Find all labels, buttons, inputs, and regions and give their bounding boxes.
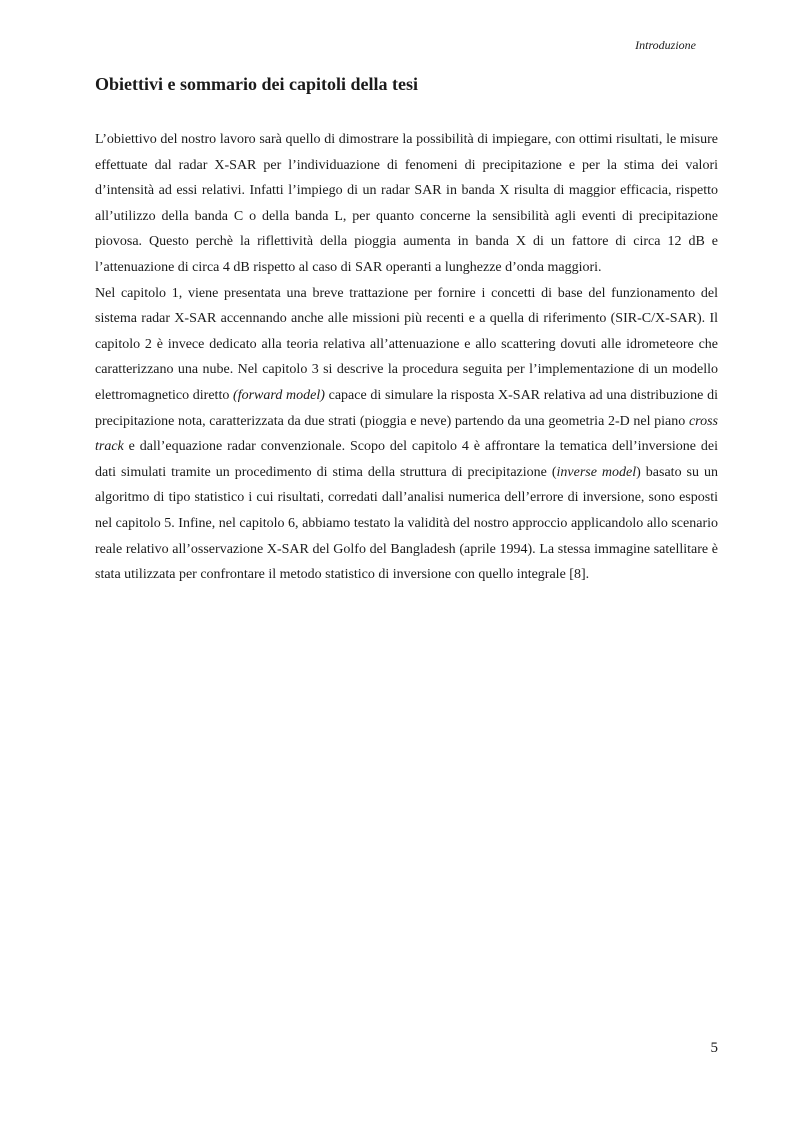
cross-track-term: cross track: [95, 413, 718, 455]
inverse-model-term: inverse model: [556, 464, 637, 480]
body-text: [95, 127, 718, 588]
summary-text-part4: ) basato su un algoritmo di tipo statistico i cui risultati, corredati dall’analisi numerica dell’errore di inversione, sono esposti nel capitolo 5. Infine, nel capitolo 6, abbiamo testato la validità del nostro approccio applicandolo allo scenario reale relativo all’osservazione X-SAR del Golfo del Bangladesh (aprile 1994). La stessa immagine satellitare è stata utilizzata per confrontare il metodo statistico di inversione con quello integrale [8].: [95, 464, 718, 583]
page-number: 5: [710, 1040, 718, 1056]
paragraph-chapter-summary: [95, 281, 718, 588]
section-title: Obiettivi e sommario dei capitoli della tesi: [95, 74, 418, 94]
summary-text-part3: e dall’equazione radar convenzionale. Scopo del capitolo 4 è affrontare la tematica dell’inversione dei dati simulati tramite un procedimento di stima della struttura di precipitazione (: [95, 439, 718, 480]
forward-model-term: (forward model): [233, 387, 325, 403]
summary-text-part2: capace di simulare la risposta X-SAR relativa ad una distribuzione di precipitazione nota, caratterizzata da due strati (pioggia e neve) partendo da una geometria 2-D nel piano: [95, 387, 718, 429]
summary-text-part1: Nel capitolo 1, viene presentata una breve trattazione per fornire i concetti di base del funzionamento del sistema radar X-SAR accennando anche alle missioni più recenti e a quella di riferimento (SIR-C/X-SAR). Il capitolo 2 è invece dedicato alla teoria relativa all’attenuazione e allo scattering dovuti alle idrometeore che caratterizzano una nube. Nel capitolo 3 si descrive la procedura seguita per l’implementazione di un modello elettromagnetico diretto: [95, 285, 718, 403]
paragraph-objective: L’obiettivo del nostro lavoro sarà quello di dimostrare la possibilità di impiegare, con ottimi risultati, le misure effettuate dal radar X-SAR per l’individuazione di fenomeni di precipitazione e per la stima dei valori d’intensità ad essi relativi. Infatti l’impiego di un radar SAR in banda X risulta di maggior efficacia, rispetto all’utilizzo della banda C o della banda L, per quanto concerne la sensibilità agli eventi di precipitazione piovosa. Questo perchè la riflettività della pioggia aumenta in banda X di un fattore di circa 12 dB e l’attenuazione di circa 4 dB rispetto al caso di SAR operanti a lunghezze d’onda maggiori.: [95, 132, 718, 275]
running-header: Introduzione: [635, 38, 696, 52]
